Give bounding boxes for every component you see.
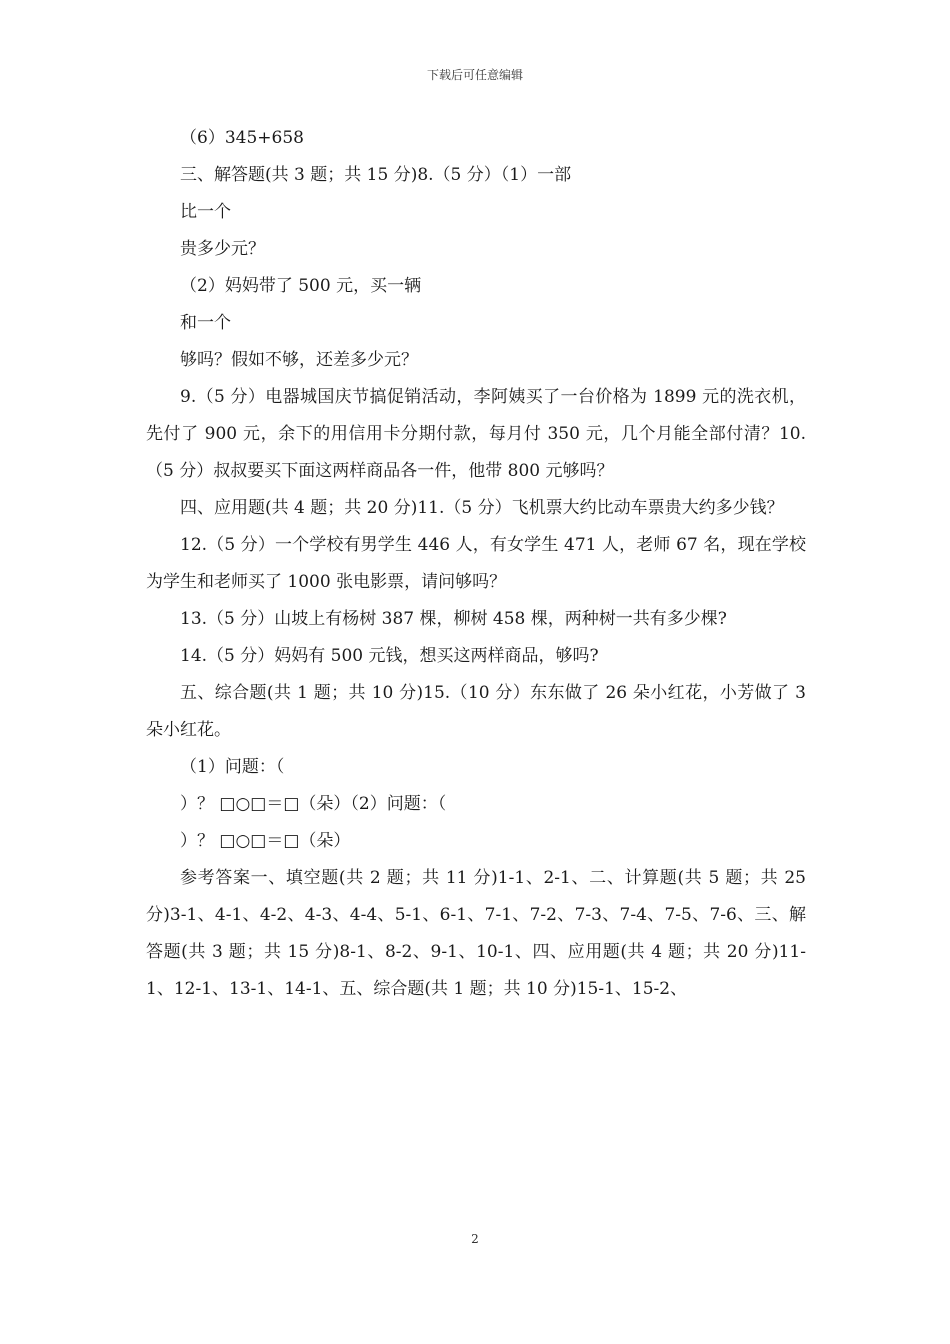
paragraph-q15-2-formula: ）？ □○□＝□（朵） [180, 831, 351, 851]
page-header: 下载后可任意编辑 [426, 68, 523, 82]
paragraph-q8-2: （2）妈妈带了 500 元，买一辆 [180, 276, 422, 296]
page-number: 2 [471, 1232, 479, 1246]
paragraph-q8-line-2: 比一个 [180, 202, 231, 222]
paragraph-q14: 14.（5 分）妈妈有 500 元钱，想买这两样商品，够吗? [180, 646, 599, 666]
paragraph-answer-key: 参考答案一、填空题(共 2 题；共 11 分)1-1、2-1、二、计算题(共 5 题；共 25 分)3-1、4-1、4-2、4-3、4-4、5-1、6-1、7-1、7-2、7-3、7-4、7-5、7-6、三、解答题(共 3 题；共 15 分)8-1、8-2、9-1、10-1、四、应用题(共 4 题；共 20 分)11-1、12-1、13-1、14-1、五、综合题(共 1 题；共 10 分)15-1、15-2、 [146, 868, 806, 999]
paragraph-calc-6: （6）345+658 [180, 128, 304, 148]
paragraph-q13: 13.（5 分）山坡上有杨树 387 棵，柳树 458 棵，两种树一共有多少棵? [180, 609, 727, 629]
document-body [146, 120, 806, 1008]
paragraph-section-5-q15: 五、综合题(共 1 题；共 10 分)15.（10 分）东东做了 26 朵小红花，小芳做了 3 朵小红花。 [146, 683, 806, 740]
paragraph-section-4-q11: 四、应用题(共 4 题；共 20 分)11.（5 分）飞机票大约比动车票贵大约多少钱？ [180, 498, 784, 518]
paragraph-q8-2-line-3: 够吗？假如不够，还差多少元？ [180, 350, 418, 370]
paragraph-section-3-q8-1: 三、解答题(共 3 题；共 15 分)8.（5 分）（1）一部 [180, 165, 572, 185]
paragraph-q9-q10: 9.（5 分）电器城国庆节搞促销活动，李阿姨买了一台价格为 1899 元的洗衣机，先付了 900 元，余下的用信用卡分期付款，每月付 350 元，几个月能全部付清？10.（5 分）叔叔要买下面这两样商品各一件，他带 800 元够吗？ [146, 387, 806, 481]
paragraph-q8-2-line-2: 和一个 [180, 313, 231, 333]
paragraph-q15-1: （1）问题：（ [180, 757, 285, 777]
paragraph-q12: 12.（5 分）一个学校有男学生 446 人，有女学生 471 人，老师 67 名，现在学校为学生和老师买了 1000 张电影票，请问够吗？ [146, 535, 806, 592]
paragraph-q15-1-formula-q15-2: ）？ □○□＝□（朵）（2）问题：（ [180, 794, 447, 814]
paragraph-q8-line-3: 贵多少元？ [180, 239, 265, 259]
